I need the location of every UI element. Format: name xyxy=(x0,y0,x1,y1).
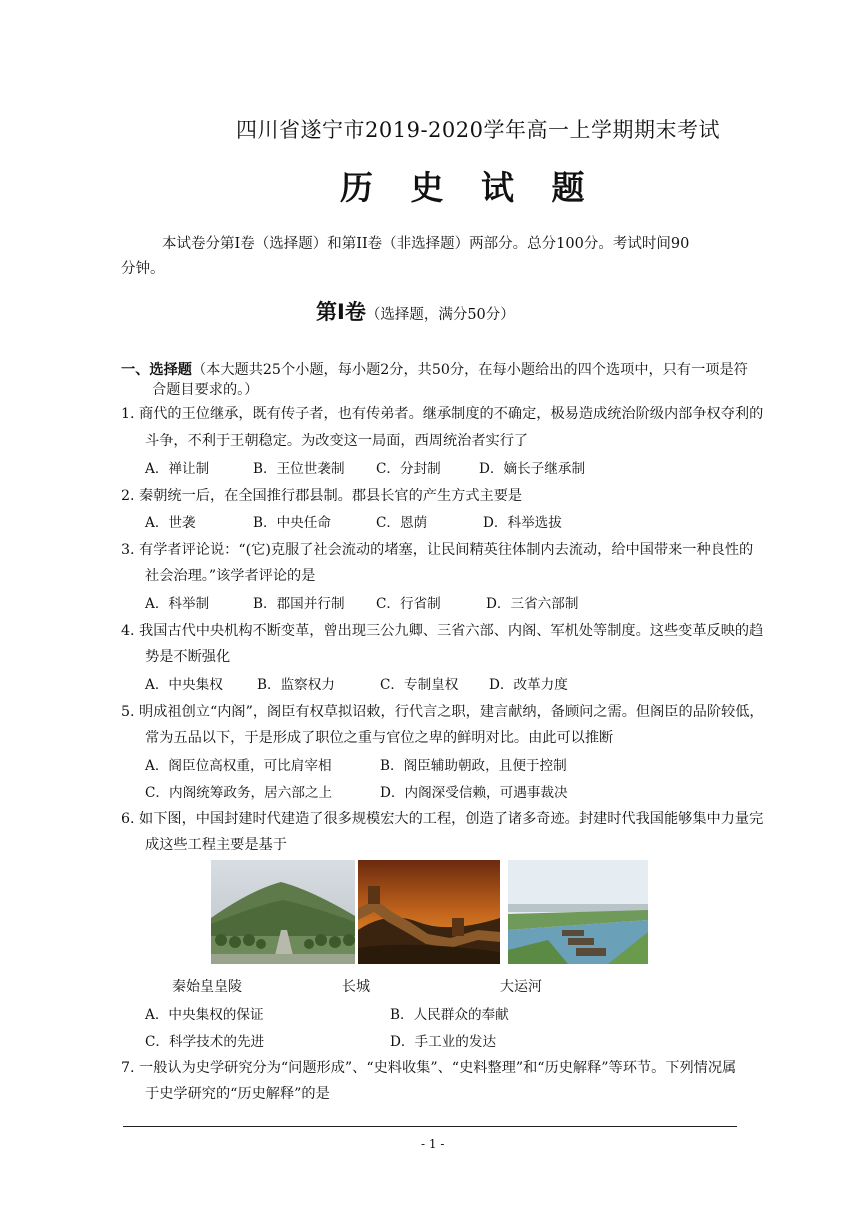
part1-desc-1: （本大题共25个小题，每小题2分，共50分，在每小题给出的四个选项中，只有一项是符 xyxy=(191,362,748,378)
question-3-option-c: C．行省制 xyxy=(376,596,441,612)
caption-grand-canal: 大运河 xyxy=(500,979,542,995)
question-4-option-b: B．监察权力 xyxy=(257,677,335,693)
document-header-title: 四川省遂宁市2019-2020学年高一上学期期末考试 xyxy=(236,118,720,142)
question-7-line-2: 于史学研究的“历史解释”的是 xyxy=(145,1086,330,1102)
question-3-line-2: 社会治理。”该学者评论的是 xyxy=(145,568,316,584)
question-6-option-a: A．中央集权的保证 xyxy=(145,1007,264,1023)
section-heading xyxy=(316,296,515,326)
qin-mausoleum-photo xyxy=(211,860,355,964)
question-5-option-a: A．阁臣位高权重，可比肩宰相 xyxy=(145,758,332,774)
footer-divider xyxy=(123,1126,737,1127)
question-3-option-d: D．三省六部制 xyxy=(486,596,579,612)
intro-line-1: 本试卷分第Ⅰ卷（选择题）和第II卷（非选择题）两部分。总分100分。考试时间90 xyxy=(162,236,690,252)
question-5-option-b: B．阁臣辅助朝政，且便于控制 xyxy=(380,758,567,774)
question-1-line-2: 斗争，不利于王朝稳定。为改变这一局面，西周统治者实行了 xyxy=(145,433,529,449)
question-4-option-c: C．专制皇权 xyxy=(380,677,459,693)
intro-line-2: 分钟。 xyxy=(121,261,165,277)
question-1-option-a: A．禅让制 xyxy=(145,461,210,477)
question-5-line-1: 5. 明成祖创立“内阁”，阁臣有权草拟诏敕，行代言之职，建言献纳，备顾问之需。但阁臣的品阶较低， xyxy=(121,704,764,720)
section-label: 第Ⅰ卷 xyxy=(316,300,366,324)
question-2-line-1: 2. 秦朝统一后，在全国推行郡县制。郡县长官的产生方式主要是 xyxy=(121,488,523,504)
part1-instruction-line-1 xyxy=(121,359,748,379)
part1-label: 一、选择题 xyxy=(121,362,192,378)
question-6-line-2: 成这些工程主要是基于 xyxy=(145,837,287,853)
question-1-option-d: D．嫡长子继承制 xyxy=(479,461,586,477)
question-3-option-a: A．科举制 xyxy=(145,596,210,612)
question-4-option-a: A．中央集权 xyxy=(145,677,223,693)
question-4-line-1: 4. 我国古代中央机构不断变革，曾出现三公九卿、三省六部、内阁、军机处等制度。这些变革反映的趋 xyxy=(121,623,764,639)
question-6-option-d: D．手工业的发达 xyxy=(390,1034,497,1050)
page-number: - 1 - xyxy=(421,1137,445,1151)
question-2-option-a: A．世袭 xyxy=(145,515,196,531)
question-1-line-1: 1. 商代的王位继承，既有传子者，也有传弟者。继承制度的不确定，极易造成统治阶级内部争权夺利的 xyxy=(121,406,764,422)
question-4-line-2: 势是不断强化 xyxy=(145,649,231,665)
question-3-option-b: B．郡国并行制 xyxy=(253,596,345,612)
exam-subject-title: 历 史 试 题 xyxy=(340,168,598,207)
question-2-option-d: D．科举选拔 xyxy=(483,515,562,531)
question-1-option-c: C．分封制 xyxy=(376,461,441,477)
grand-canal-photo xyxy=(508,860,648,964)
question-7-line-1: 7. 一般认为史学研究分为“问题形成”、“史料收集”、“史料整理”和“历史解释”等环节。下列情况属 xyxy=(121,1060,737,1076)
question-6-option-b: B．人民群众的奉献 xyxy=(390,1007,509,1023)
caption-qin-mausoleum: 秦始皇皇陵 xyxy=(172,979,242,995)
question-6-option-c: C．科学技术的先进 xyxy=(145,1034,265,1050)
question-2-option-b: B．中央任命 xyxy=(253,515,331,531)
question-3-line-1: 3. 有学者评论说：“(它)克服了社会流动的堵塞，让民间精英往体制内去流动，给中国带来一种良性的 xyxy=(121,542,754,558)
question-2-option-c: C．恩荫 xyxy=(376,515,428,531)
question-1-option-b: B．王位世袭制 xyxy=(253,461,345,477)
section-note: （选择题，满分50分） xyxy=(365,307,515,323)
part1-instruction-line-2: 合题目要求的。） xyxy=(152,382,259,398)
question-6-line-1: 6. 如下图，中国封建时代建造了很多规模宏大的工程，创造了诸多奇迹。封建时代我国能够集中力量完 xyxy=(121,811,764,827)
question-5-line-2: 常为五品以下，于是形成了职位之重与官位之卑的鲜明对比。由此可以推断 xyxy=(145,730,614,746)
great-wall-photo xyxy=(358,860,500,964)
question-5-option-c: C．内阁统筹政务，居六部之上 xyxy=(145,785,333,801)
question-4-option-d: D．改革力度 xyxy=(489,677,568,693)
caption-great-wall: 长城 xyxy=(342,979,370,995)
question-5-option-d: D．内阁深受信赖，可遇事裁决 xyxy=(380,785,568,801)
